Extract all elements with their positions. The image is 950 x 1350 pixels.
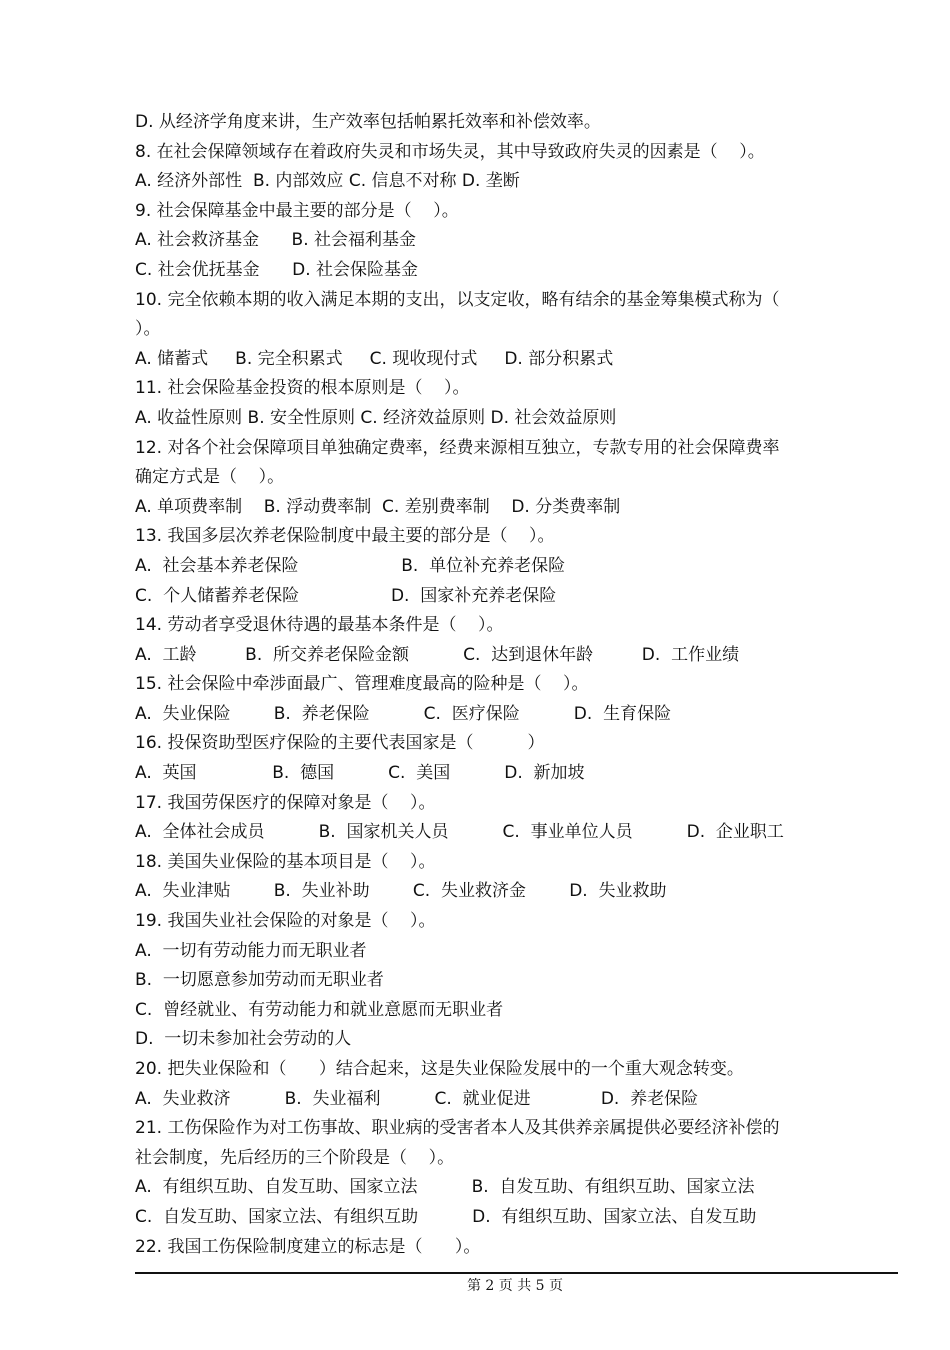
text-line: ）。 xyxy=(135,319,161,340)
text-line: A. 英国 B. 德国 C. 美国 D. 新加坡 xyxy=(135,763,585,784)
text-line: C. 个人储蓄养老保险 D. 国家补充养老保险 xyxy=(135,585,557,606)
text-line: 16. 投保资助型医疗保险的主要代表国家是（ ） xyxy=(135,733,545,754)
text-line: 社会制度，先后经历的三个阶段是（ ）。 xyxy=(135,1147,455,1168)
text-line: 18. 美国失业保险的基本项目是（ ）。 xyxy=(135,851,436,872)
text-line: A. 失业津贴 B. 失业补助 C. 失业救济金 D. 失业救助 xyxy=(135,881,667,902)
text-line: 22. 我国工伤保险制度建立的标志是（ ）。 xyxy=(135,1236,481,1257)
text-line: B. 一切愿意参加劳动而无职业者 xyxy=(135,970,384,991)
text-line: C. 自发互助、国家立法、有组织互助 D. 有组织互助、国家立法、自发互助 xyxy=(135,1206,757,1227)
text-line: A. 有组织互助、自发互助、国家立法 B. 自发互助、有组织互助、国家立法 xyxy=(135,1177,755,1198)
text-line: 8. 在社会保障领域存在着政府失灵和市场失灵，其中导致政府失灵的因素是（ ）。 xyxy=(135,141,765,162)
text-line: A. 一切有劳动能力而无职业者 xyxy=(135,940,367,961)
text-line: A. 全体社会成员 B. 国家机关人员 C. 事业单位人员 D. 企业职工 xyxy=(135,822,784,843)
text-line: 21. 工伤保险作为对工伤事故、职业病的受害者本人及其供养亲属提供必要经济补偿的 xyxy=(135,1118,780,1139)
text-line: 15. 社会保险中牵涉面最广、管理难度最高的险种是（ ）。 xyxy=(135,674,589,695)
text-line: A. 单项费率制 B. 浮动费率制 C. 差别费率制 D. 分类费率制 xyxy=(135,496,621,517)
text-line: 19. 我国失业社会保险的对象是（ ）。 xyxy=(135,911,436,932)
text-line: 20. 把失业保险和（ ）结合起来，这是失业保险发展中的一个重大观念转变。 xyxy=(135,1059,744,1079)
text-line: 14. 劳动者享受退休待遇的最基本条件是（ ）。 xyxy=(135,615,504,636)
text-line: 12. 对各个社会保障项目单独确定费率，经费来源相互独立，专款专用的社会保障费率 xyxy=(135,437,780,458)
document-body xyxy=(135,108,900,1262)
text-line: C. 社会优抚基金 D. 社会保险基金 xyxy=(135,259,418,280)
text-line: A. 储蓄式 B. 完全积累式 C. 现收现付式 D. 部分积累式 xyxy=(135,348,614,369)
text-line: C. 曾经就业、有劳动能力和就业意愿而无职业者 xyxy=(135,999,504,1020)
text-line: 10. 完全依赖本期的收入满足本期的支出，以支定收，略有结余的基金筹集模式称为（ xyxy=(135,289,780,310)
footer-rule xyxy=(135,1272,898,1274)
text-line: D. 从经济学角度来讲，生产效率包括帕累托效率和补偿效率。 xyxy=(135,112,601,132)
text-line: A. 社会救济基金 B. 社会福利基金 xyxy=(135,230,417,251)
text-line: 17. 我国劳保医疗的保障对象是（ ）。 xyxy=(135,792,436,813)
text-line: A. 社会基本养老保险 B. 单位补充养老保险 xyxy=(135,555,566,576)
text-line: 11. 社会保险基金投资的根本原则是（ ）。 xyxy=(135,378,470,399)
text-line: A. 收益性原则 B. 安全性原则 C. 经济效益原则 D. 社会效益原则 xyxy=(135,407,617,428)
text-line: 13. 我国多层次养老保险制度中最主要的部分是（ ）。 xyxy=(135,526,555,547)
text-line: D. 一切未参加社会劳动的人 xyxy=(135,1029,352,1050)
text-line: 确定方式是（ ）。 xyxy=(135,467,285,488)
text-line: A. 失业保险 B. 养老保险 C. 医疗保险 D. 生育保险 xyxy=(135,703,672,724)
text-line: A. 失业救济 B. 失业福利 C. 就业促进 D. 养老保险 xyxy=(135,1088,699,1109)
text-line: A. 经济外部性 B. 内部效应 C. 信息不对称 D. 垄断 xyxy=(135,171,520,192)
text-line: A. 工龄 B. 所交养老保险金额 C. 达到退休年龄 D. 工作业绩 xyxy=(135,644,740,665)
page-footer: 第 2 页 共 5 页 xyxy=(466,1278,564,1294)
text-line: 9. 社会保障基金中最主要的部分是（ ）。 xyxy=(135,200,459,221)
